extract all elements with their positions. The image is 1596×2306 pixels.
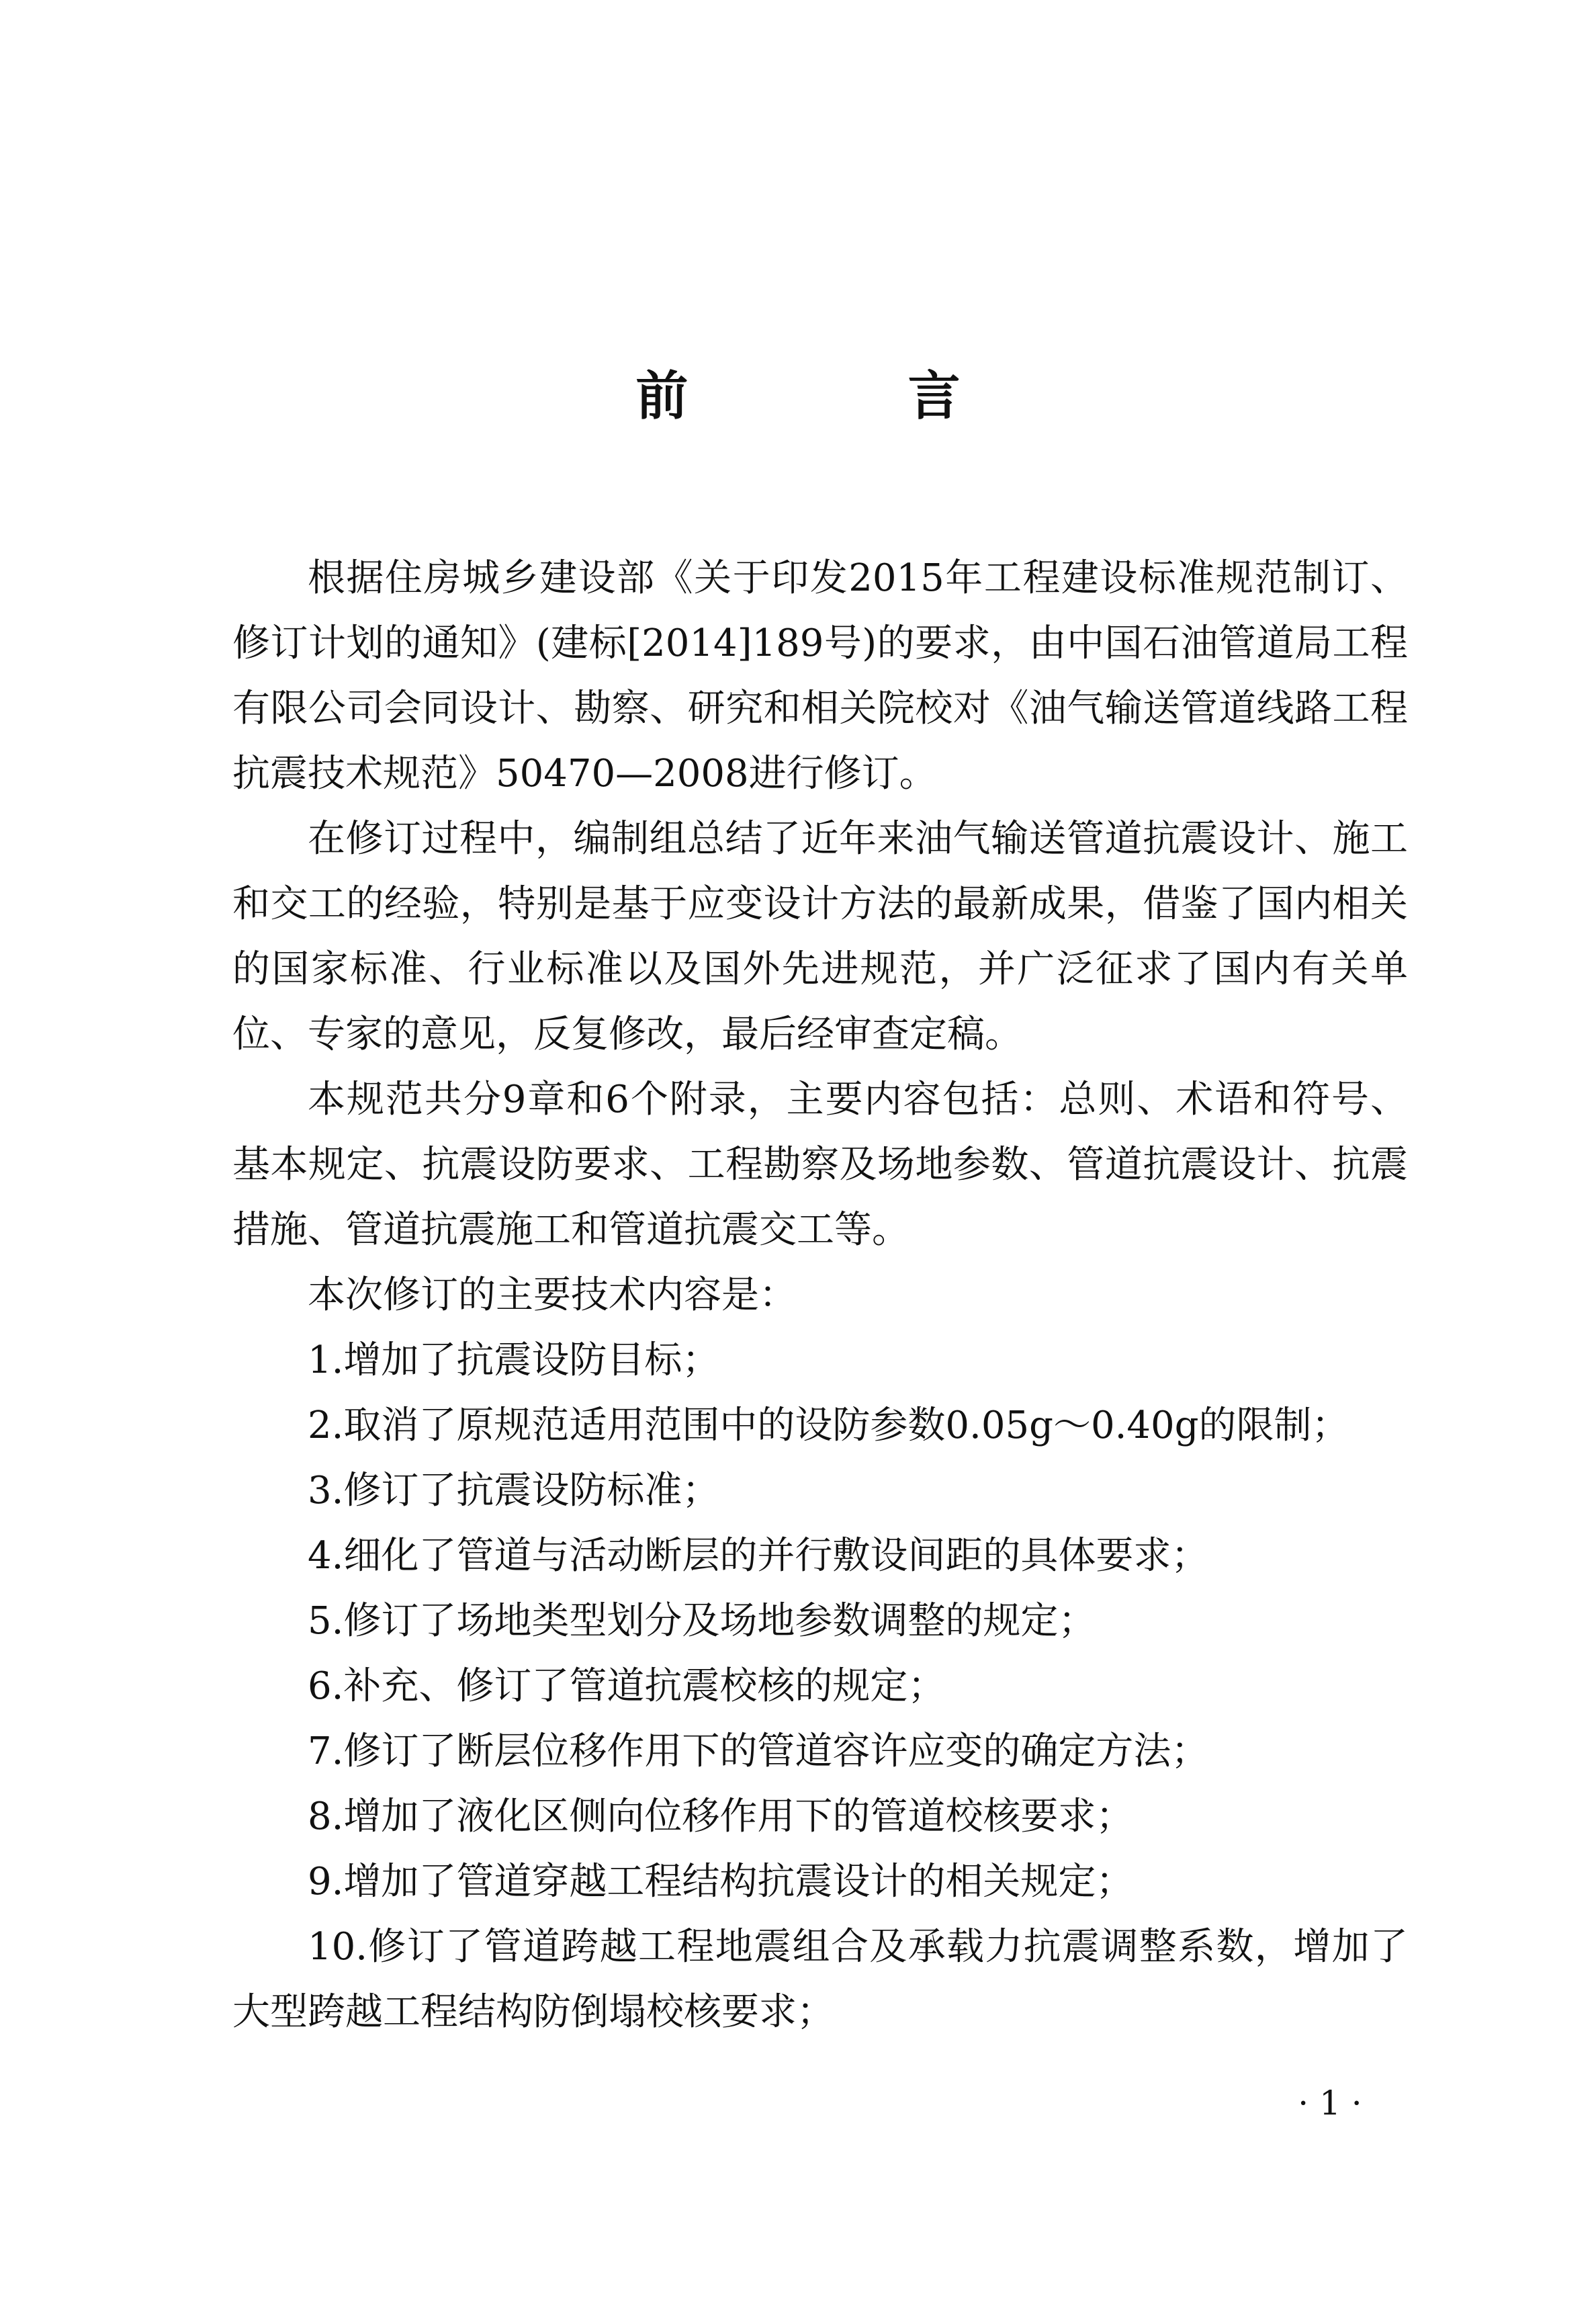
- list-item: 6.补充、修订了管道抗震校核的规定；: [308, 1664, 946, 1708]
- list-item: 4.细化了管道与活动断层的并行敷设间距的具体要求；: [308, 1534, 1209, 1578]
- paragraph: 本规范共分9章和6个附录，主要内容包括：总则、术语和符号、基本规定、抗震设防要求、工程勘察及场地参数、管道抗震设计、抗震措施、管道抗震施工和管道抗震交工等。: [232, 1078, 1408, 1252]
- list-item: 9.增加了管道穿越工程结构抗震设计的相关规定；: [308, 1860, 1134, 1904]
- paragraph: 本次修订的主要技术内容是：: [308, 1273, 797, 1317]
- list-item: 5.修订了场地类型划分及场地参数调整的规定；: [308, 1599, 1096, 1643]
- paragraph: 在修订过程中，编制组总结了近年来油气输送管道抗震设计、施工和交工的经验，特别是基于应变设计方法的最新成果，借鉴了国内相关的国家标准、行业标准以及国外先进规范，并广泛征求了国内有关单位、专家的意见，反复修改，最后经审查定稿。: [232, 817, 1408, 1056]
- list-item: 10.修订了管道跨越工程地震组合及承载力抗震调整系数，增加了大型跨越工程结构防倒塌校核要求；: [232, 1925, 1408, 2034]
- list-item: 7.修订了断层位移作用下的管道容许应变的确定方法；: [308, 1730, 1209, 1773]
- list-item: 3.修订了抗震设防标准；: [308, 1469, 720, 1512]
- page-number: · 1 ·: [1298, 2084, 1362, 2123]
- list-item: 8.增加了液化区侧向位移作用下的管道校核要求；: [308, 1795, 1134, 1838]
- list-item: 2.取消了原规范适用范围中的设防参数0.05g～0.40g的限制；: [308, 1404, 1349, 1447]
- document-body: [232, 546, 1408, 2045]
- list-item: 1.增加了抗震设防目标；: [308, 1338, 720, 1382]
- page-title: 前 言: [635, 366, 1061, 427]
- paragraph: 根据住房城乡建设部《关于印发2015年工程建设标准规范制订、修订计划的通知》(建标[2014]189号)的要求，由中国石油管道局工程有限公司会同设计、勘察、研究和相关院校对《油气输送管道线路工程抗震技术规范》50470—2008进行修订。: [232, 556, 1408, 796]
